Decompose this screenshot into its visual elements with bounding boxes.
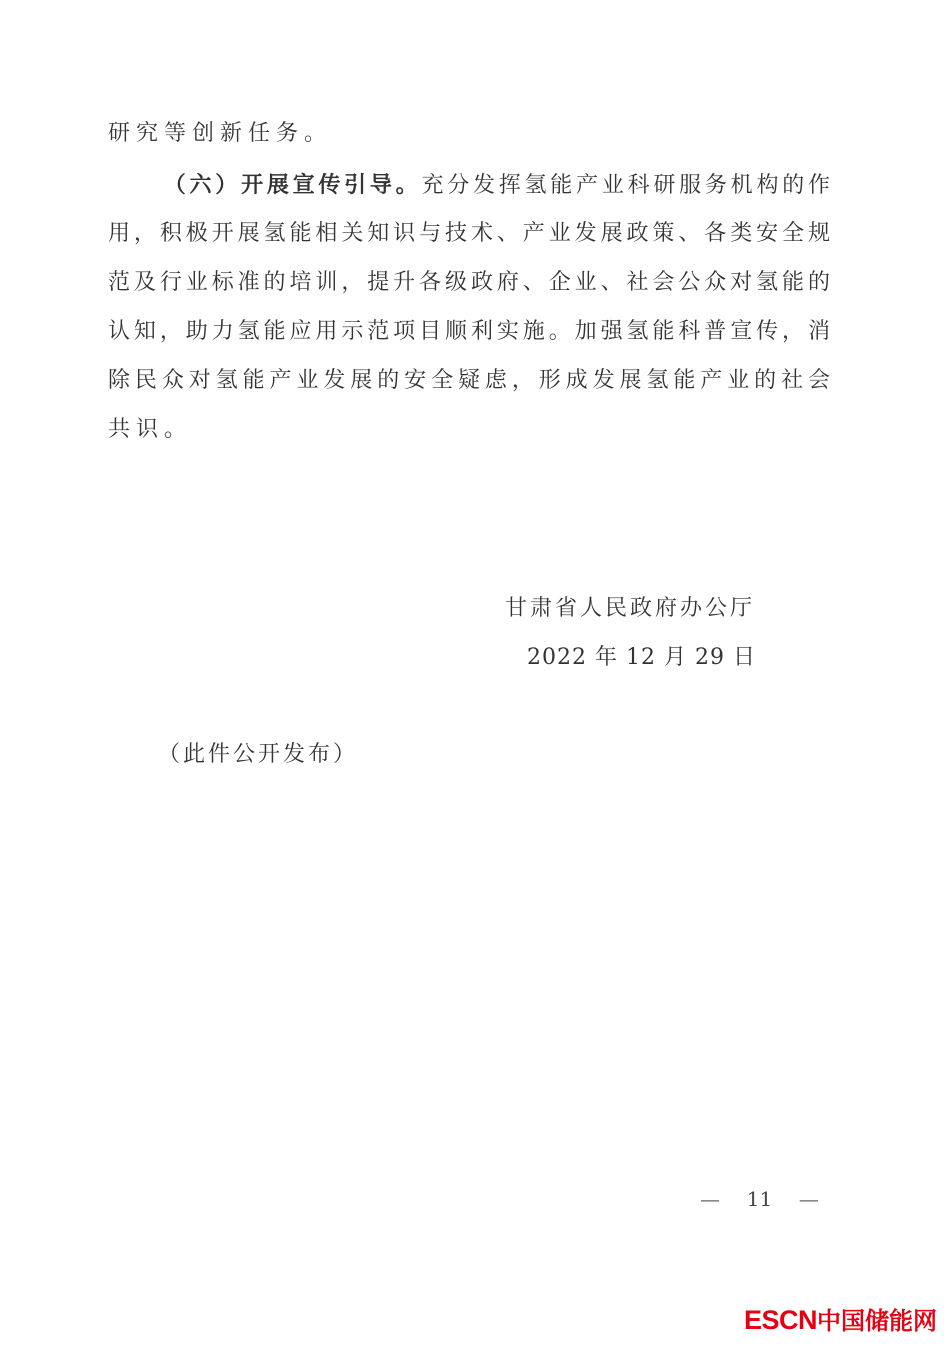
- watermark-cn: 中国储能网: [817, 1308, 937, 1335]
- escn-watermark-logo: [744, 1302, 937, 1338]
- body-line-5: 认知，助力氢能应用示范项目顺利实施。加强氢能科普宣传，消: [108, 319, 830, 344]
- issue-date: 2022 年 12 月 29 日: [527, 645, 756, 670]
- body-line-6: 除民众对氢能产业发展的安全疑虑，形成发展氢能产业的社会: [108, 368, 830, 393]
- body-line-4: 范及行业标准的培训，提升各级政府、企业、社会公众对氢能的: [108, 270, 830, 295]
- page-number-dash-right: —: [798, 1187, 819, 1211]
- page-number-dash-left: —: [700, 1187, 720, 1211]
- page-number-value: 11: [746, 1187, 773, 1211]
- body-line-7: 共识。: [108, 417, 193, 442]
- body-line-1: 研究等创新任务。: [108, 121, 333, 146]
- section-text: 充分发挥氢能产业科研服务机构的作: [421, 173, 830, 198]
- section-heading: （六）开展宣传引导。: [160, 172, 422, 198]
- body-line-2: [108, 167, 830, 203]
- issuer-name: 甘肃省人民政府办公厅: [505, 596, 756, 621]
- watermark-en: ESCN: [743, 1305, 817, 1335]
- release-note: （此件公开发布）: [158, 742, 359, 767]
- body-line-3: 用，积极开展氢能相关知识与技术、产业发展政策、各类安全规: [108, 221, 830, 246]
- page-number: [700, 1185, 819, 1213]
